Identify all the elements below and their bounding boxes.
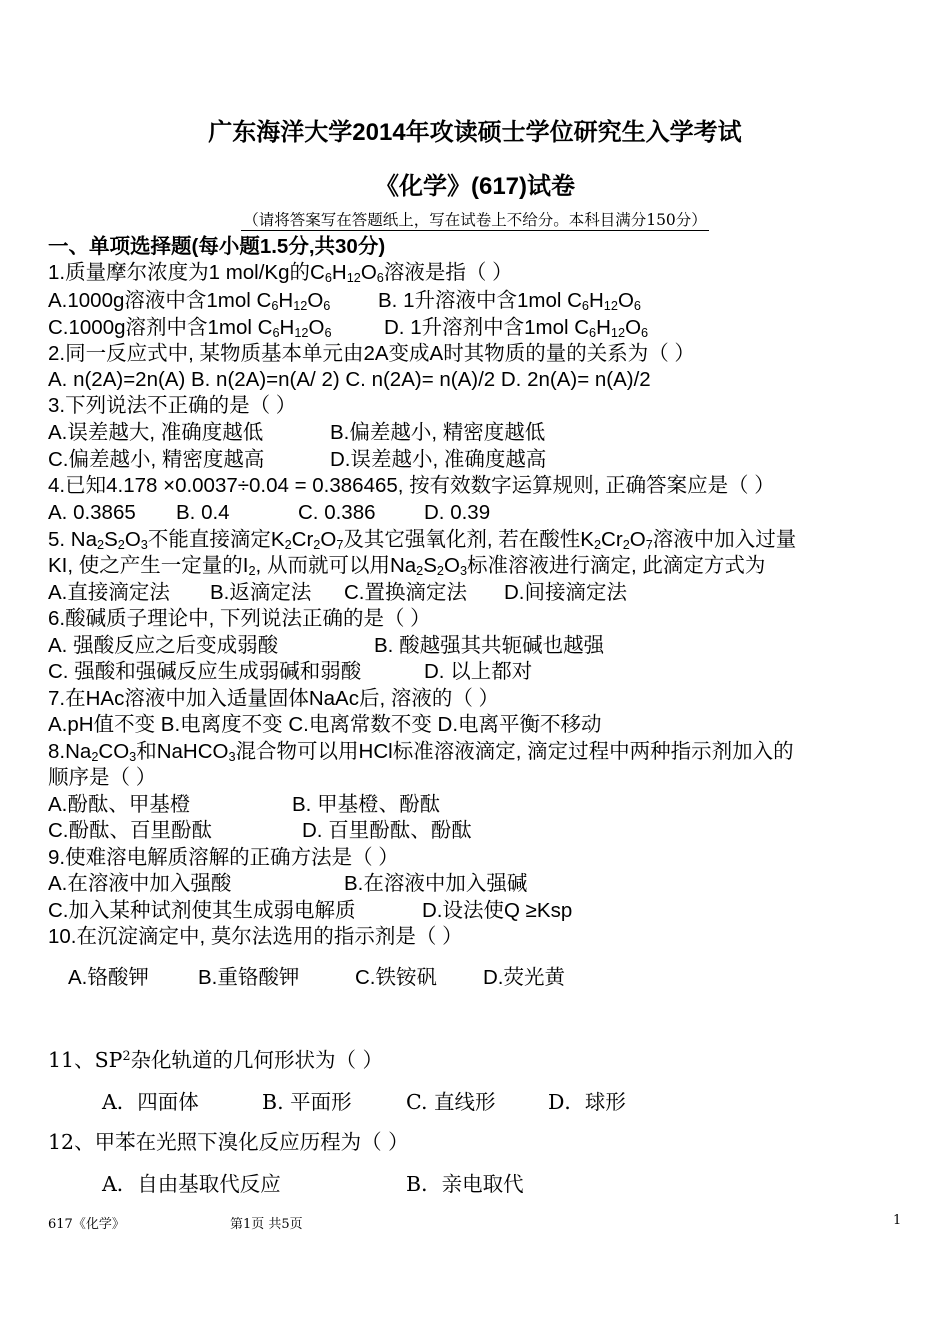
question-9-options-cd: C.加入某种试剂使其生成弱电解质 D.设法使Q ≥Ksp	[48, 899, 573, 922]
section-heading: 一、单项选择题(每小题1.5分,共30分)	[48, 235, 386, 258]
question-10-stem: 10.在沉淀滴定中, 莫尔法选用的指示剂是（ ）	[48, 925, 463, 948]
page-subtitle: 《化学》(617)试卷	[374, 173, 576, 200]
question-2-stem: 2.同一反应式中, 某物质基本单元由2A变成A时其物质的量的关系为（ ）	[48, 342, 695, 365]
question-7-options: A.pH值不变 B.电离度不变 C.电离常数不变 D.电离平衡不移动	[48, 713, 602, 736]
question-5-stem-line1: 5. $Na_2S_2O_3$不能直接滴定$K_2Cr_2O_7$及其它强氧化剂, 若在酸性$K_2Cr_2O_7$溶液中加入过量	[48, 528, 797, 553]
question-3-options-ab: A.误差越大, 准确度越低 B.偏差越小, 精密度越低	[48, 421, 546, 444]
question-5-options: A.直接滴定法 B.返滴定法 C.置换滴定法 D.间接滴定法	[48, 581, 627, 604]
question-4-stem: 4.已知4.178 ×0.0037÷0.04 = 0.386465, 按有效数字运算规则, 正确答案应是（ ）	[48, 474, 775, 497]
question-1-options-cd: C.1000g溶剂中含1mol $C_6H_{12}O_6$ D. 1升溶剂中含1mol $C_6H_{12}O_6$	[48, 316, 649, 341]
question-2-options: A. n(2A)=2n(A) B. n(2A)=n(A/ 2) C. n(2A)= n(A)/2 D. 2n(A)= n(A)/2	[48, 368, 651, 391]
question-11-stem: 11、$SP^2$杂化轨道的几何形状为（ ）	[48, 1048, 384, 1072]
footer-page-count: 第1页 共5页	[230, 1217, 303, 1232]
question-6-stem: 6.酸碱质子理论中, 下列说法正确的是（ ）	[48, 607, 431, 630]
question-8-stem-line1: $8.Na_2CO_3$和NaHCO$_3$混合物可以用HCl标准溶液滴定, 滴定过程中两种指示剂加入的	[48, 740, 794, 765]
question-9-options-ab: A.在溶液中加入强酸 B.在溶液中加入强碱	[48, 872, 528, 895]
question-1-stem: 1.质量摩尔浓度为1 mol/Kg的$C_6H_{12}O_6$溶液是指（ ）	[48, 261, 513, 286]
question-6-options-ab: A. 强酸反应之后变成弱酸 B. 酸越强其共轭碱也越强	[48, 634, 605, 657]
question-3-stem: 3.下列说法不正确的是（ ）	[48, 394, 297, 417]
footer-page-number: 1	[893, 1213, 902, 1228]
question-5-stem-line2: KI, 使之产生一定量的$I_2$, 从而就可以用$Na_2S_2O_3$标准溶液进行滴定, 此滴定方式为	[48, 554, 766, 579]
question-12-stem: 12、甲苯在光照下溴化反应历程为（ ）	[48, 1130, 409, 1154]
question-12-options: A．自由基取代反应 B．亲电取代	[102, 1172, 524, 1196]
instruction-note: （请将答案写在答题纸上，写在试卷上不给分。本科目满分150分）	[243, 211, 707, 229]
question-8-stem-line2: 顺序是（ ）	[48, 766, 157, 789]
question-11-options: A．四面体 B. 平面形 C. 直线形 D．球形	[102, 1090, 626, 1114]
question-8-options-cd: C.酚酞、百里酚酞 D. 百里酚酞、酚酞	[48, 819, 472, 842]
question-1-options-ab: A.1000g溶液中含1mol $C_6H_{12}O_6$ B. 1升溶液中含1mol $C_6H_{12}O_6$	[48, 289, 641, 314]
question-10-options: A.铬酸钾 B.重铬酸钾 C.铁铵矾 D.荧光黄	[68, 966, 565, 989]
page-title: 广东海洋大学2014年攻读硕士学位研究生入学考试	[208, 119, 742, 146]
question-6-options-cd: C. 强酸和强碱反应生成弱碱和弱酸 D. 以上都对	[48, 660, 533, 683]
question-4-options: A. 0.3865 B. 0.4 C. 0.386 D. 0.39	[48, 501, 491, 524]
question-9-stem: 9.使难溶电解质溶解的正确方法是（ ）	[48, 846, 399, 869]
footer-course: 617《化学》	[48, 1217, 125, 1232]
question-3-options-cd: C.偏差越小, 精密度越高 D.误差越小, 准确度越高	[48, 448, 547, 471]
question-7-stem: 7.在HAc溶液中加入适量固体NaAc后, 溶液的（ ）	[48, 687, 500, 710]
question-8-options-ab: A.酚酞、甲基橙 B. 甲基橙、酚酞	[48, 793, 441, 816]
